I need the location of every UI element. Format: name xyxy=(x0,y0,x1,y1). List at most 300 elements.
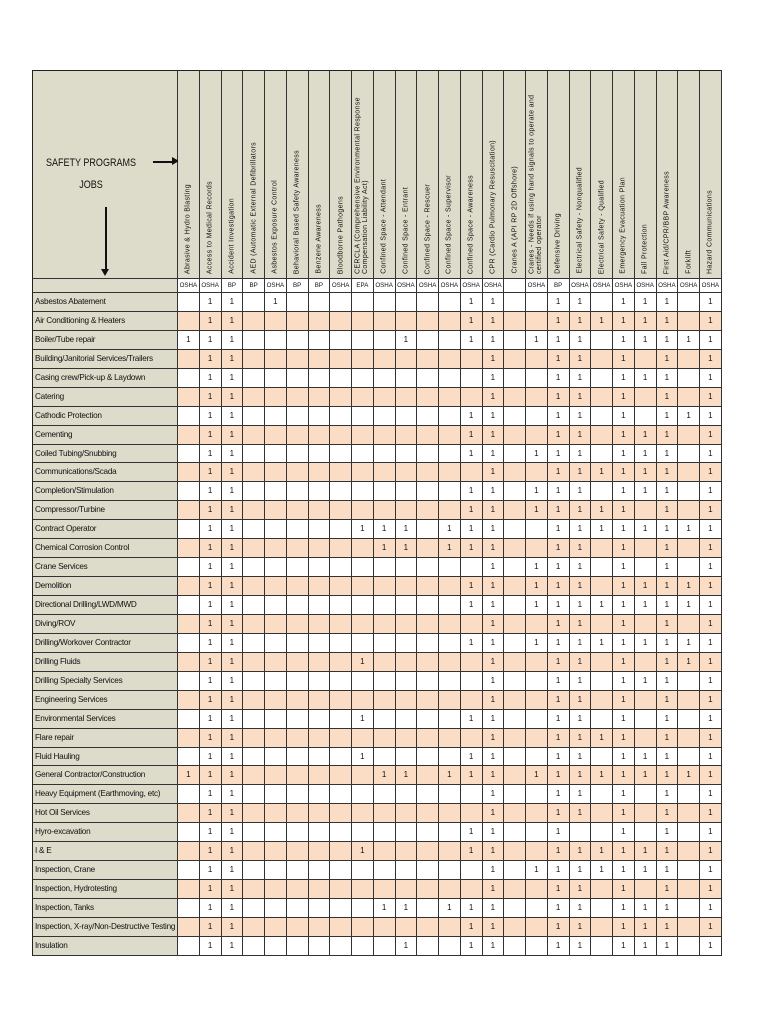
matrix-cell xyxy=(352,634,374,653)
matrix-cell xyxy=(265,407,287,426)
matrix-cell xyxy=(265,804,287,823)
matrix-cell xyxy=(178,691,200,710)
matrix-cell: 1 xyxy=(570,577,592,596)
matrix-cell xyxy=(417,293,439,312)
matrix-cell: 1 xyxy=(483,539,505,558)
job-row-label: Asbestos Abatement xyxy=(32,293,178,312)
matrix-cell: 1 xyxy=(352,520,374,539)
matrix-cell: 1 xyxy=(222,842,244,861)
matrix-cell: 1 xyxy=(548,520,570,539)
matrix-cell xyxy=(330,312,352,331)
matrix-cell xyxy=(243,823,265,842)
matrix-cell xyxy=(287,861,309,880)
job-row-label: General Contractor/Construction xyxy=(32,766,178,785)
matrix-cell: 1 xyxy=(548,691,570,710)
matrix-cell: 1 xyxy=(439,539,461,558)
matrix-cell xyxy=(678,482,700,501)
matrix-cell: 1 xyxy=(222,880,244,899)
matrix-cell xyxy=(243,426,265,445)
matrix-cell xyxy=(309,558,331,577)
matrix-cell xyxy=(396,482,418,501)
matrix-cell xyxy=(635,501,657,520)
matrix-cell xyxy=(374,691,396,710)
matrix-cell xyxy=(417,312,439,331)
matrix-cell xyxy=(526,350,548,369)
matrix-cell xyxy=(178,558,200,577)
matrix-cell xyxy=(287,691,309,710)
matrix-cell xyxy=(265,691,287,710)
matrix-cell xyxy=(178,482,200,501)
matrix-cell xyxy=(374,463,396,482)
matrix-cell xyxy=(591,918,613,937)
matrix-cell xyxy=(330,369,352,388)
matrix-cell xyxy=(330,823,352,842)
matrix-cell: 1 xyxy=(591,520,613,539)
matrix-cell: 1 xyxy=(222,293,244,312)
matrix-cell: 1 xyxy=(613,766,635,785)
matrix-cell xyxy=(461,388,483,407)
matrix-cell xyxy=(417,691,439,710)
matrix-cell: 1 xyxy=(548,785,570,804)
matrix-cell xyxy=(330,899,352,918)
matrix-cell xyxy=(504,804,526,823)
matrix-cell xyxy=(243,842,265,861)
matrix-cell xyxy=(439,615,461,634)
matrix-cell: 1 xyxy=(635,312,657,331)
matrix-cell xyxy=(287,710,309,729)
matrix-cell xyxy=(396,463,418,482)
arrow-down-icon xyxy=(105,207,107,271)
matrix-cell xyxy=(526,615,548,634)
matrix-cell xyxy=(265,331,287,350)
matrix-cell: 1 xyxy=(461,918,483,937)
matrix-cell: 1 xyxy=(222,748,244,767)
matrix-cell xyxy=(178,577,200,596)
matrix-cell: 1 xyxy=(613,918,635,937)
matrix-cell xyxy=(417,672,439,691)
matrix-cell xyxy=(439,577,461,596)
matrix-cell xyxy=(439,729,461,748)
matrix-cell: 1 xyxy=(483,785,505,804)
matrix-cell xyxy=(265,729,287,748)
job-row-label: Environmental Services xyxy=(32,710,178,729)
matrix-cell: 1 xyxy=(483,899,505,918)
job-row-label: Insulation xyxy=(32,937,178,956)
matrix-cell xyxy=(635,615,657,634)
column-header xyxy=(396,70,418,279)
matrix-cell: 1 xyxy=(396,937,418,956)
matrix-cell: 1 xyxy=(548,634,570,653)
column-header-label: Confined Space - Supervisor xyxy=(445,175,453,274)
matrix-cell xyxy=(417,426,439,445)
matrix-cell: 1 xyxy=(700,312,722,331)
matrix-cell: 1 xyxy=(700,615,722,634)
matrix-cell xyxy=(678,748,700,767)
matrix-cell: 1 xyxy=(570,937,592,956)
matrix-cell: 1 xyxy=(461,293,483,312)
matrix-cell xyxy=(287,369,309,388)
safety-programs-title: SAFETY PROGRAMS xyxy=(45,157,137,169)
matrix-cell: 1 xyxy=(222,653,244,672)
matrix-cell xyxy=(417,842,439,861)
job-row-label: Hot Oil Services xyxy=(32,804,178,823)
matrix-cell: 1 xyxy=(613,577,635,596)
matrix-cell: 1 xyxy=(591,596,613,615)
matrix-cell: 1 xyxy=(613,331,635,350)
matrix-cell xyxy=(265,653,287,672)
matrix-cell xyxy=(504,861,526,880)
matrix-cell: 1 xyxy=(678,634,700,653)
matrix-cell: 1 xyxy=(548,350,570,369)
matrix-cell xyxy=(178,729,200,748)
matrix-cell xyxy=(374,748,396,767)
matrix-cell xyxy=(330,634,352,653)
matrix-cell xyxy=(591,331,613,350)
matrix-cell xyxy=(526,426,548,445)
matrix-cell xyxy=(374,501,396,520)
matrix-cell: 1 xyxy=(613,653,635,672)
matrix-cell: 1 xyxy=(548,842,570,861)
matrix-cell xyxy=(309,729,331,748)
column-header xyxy=(374,70,396,279)
matrix-cell xyxy=(330,766,352,785)
matrix-cell xyxy=(417,445,439,464)
matrix-cell: 1 xyxy=(657,672,679,691)
matrix-cell xyxy=(678,369,700,388)
matrix-cell xyxy=(265,312,287,331)
matrix-cell xyxy=(417,729,439,748)
matrix-cell xyxy=(461,463,483,482)
matrix-cell: 1 xyxy=(483,710,505,729)
matrix-cell: 1 xyxy=(591,634,613,653)
matrix-cell: 1 xyxy=(570,312,592,331)
matrix-cell: 1 xyxy=(570,293,592,312)
matrix-cell xyxy=(352,388,374,407)
matrix-cell xyxy=(504,766,526,785)
matrix-cell xyxy=(374,861,396,880)
matrix-cell: 1 xyxy=(461,407,483,426)
matrix-cell xyxy=(309,842,331,861)
matrix-cell xyxy=(439,653,461,672)
matrix-cell: 1 xyxy=(200,691,222,710)
matrix-cell: 1 xyxy=(222,445,244,464)
matrix-cell xyxy=(352,861,374,880)
matrix-cell: 1 xyxy=(461,596,483,615)
matrix-cell xyxy=(439,880,461,899)
matrix-cell xyxy=(352,501,374,520)
matrix-cell xyxy=(678,918,700,937)
matrix-cell xyxy=(439,312,461,331)
matrix-cell xyxy=(330,388,352,407)
matrix-cell: 1 xyxy=(200,918,222,937)
matrix-cell xyxy=(178,407,200,426)
matrix-cell xyxy=(178,596,200,615)
column-header-label: Hazard Communications xyxy=(706,190,714,274)
matrix-cell xyxy=(330,710,352,729)
matrix-cell xyxy=(330,426,352,445)
column-header-label: Benzene Awareness xyxy=(315,204,323,274)
matrix-cell: 1 xyxy=(613,293,635,312)
matrix-cell xyxy=(374,407,396,426)
matrix-cell xyxy=(243,331,265,350)
matrix-cell xyxy=(461,861,483,880)
matrix-cell xyxy=(526,388,548,407)
column-header-label: Confined Space - Awareness xyxy=(467,174,475,274)
matrix-cell xyxy=(417,331,439,350)
column-header xyxy=(178,70,200,279)
matrix-cell: 1 xyxy=(461,426,483,445)
job-row-label: Flare repair xyxy=(32,729,178,748)
matrix-cell: 1 xyxy=(200,861,222,880)
matrix-cell: 1 xyxy=(396,766,418,785)
matrix-cell xyxy=(504,426,526,445)
matrix-corner-header xyxy=(32,70,178,279)
matrix-cell xyxy=(352,293,374,312)
matrix-cell xyxy=(526,823,548,842)
matrix-cell xyxy=(330,918,352,937)
agency-label: OSHA xyxy=(591,279,613,293)
matrix-cell xyxy=(439,842,461,861)
matrix-cell: 1 xyxy=(200,331,222,350)
matrix-cell: 1 xyxy=(657,312,679,331)
matrix-cell xyxy=(309,445,331,464)
matrix-cell: 1 xyxy=(570,785,592,804)
matrix-cell xyxy=(287,804,309,823)
matrix-cell: 1 xyxy=(526,501,548,520)
matrix-cell xyxy=(265,842,287,861)
matrix-cell: 1 xyxy=(200,369,222,388)
matrix-cell: 1 xyxy=(591,463,613,482)
matrix-cell xyxy=(352,577,374,596)
matrix-cell: 1 xyxy=(678,331,700,350)
matrix-cell: 1 xyxy=(178,331,200,350)
matrix-cell: 1 xyxy=(548,861,570,880)
matrix-cell: 1 xyxy=(461,539,483,558)
matrix-cell xyxy=(330,558,352,577)
matrix-cell: 1 xyxy=(613,539,635,558)
matrix-cell xyxy=(591,899,613,918)
matrix-cell xyxy=(417,748,439,767)
matrix-cell xyxy=(243,615,265,634)
matrix-cell xyxy=(396,691,418,710)
matrix-cell xyxy=(396,918,418,937)
matrix-cell xyxy=(396,748,418,767)
matrix-cell xyxy=(439,350,461,369)
matrix-cell: 1 xyxy=(200,596,222,615)
matrix-cell: 1 xyxy=(570,426,592,445)
matrix-cell xyxy=(352,804,374,823)
matrix-cell xyxy=(309,369,331,388)
column-header-label: Confined Space - Rescuer xyxy=(423,183,431,274)
matrix-cell xyxy=(330,729,352,748)
matrix-cell xyxy=(504,672,526,691)
matrix-cell xyxy=(287,577,309,596)
matrix-cell: 1 xyxy=(200,312,222,331)
matrix-cell xyxy=(461,350,483,369)
matrix-cell: 1 xyxy=(483,691,505,710)
matrix-cell xyxy=(591,445,613,464)
matrix-cell xyxy=(178,653,200,672)
matrix-cell: 1 xyxy=(591,766,613,785)
matrix-cell xyxy=(352,937,374,956)
matrix-cell xyxy=(461,558,483,577)
matrix-cell xyxy=(309,823,331,842)
matrix-cell xyxy=(526,312,548,331)
matrix-cell xyxy=(287,653,309,672)
matrix-cell xyxy=(330,861,352,880)
matrix-cell xyxy=(417,899,439,918)
matrix-cell: 1 xyxy=(591,312,613,331)
safety-matrix-table xyxy=(32,70,722,952)
matrix-cell xyxy=(352,482,374,501)
matrix-cell xyxy=(309,880,331,899)
matrix-cell: 1 xyxy=(374,539,396,558)
matrix-cell xyxy=(265,861,287,880)
matrix-cell xyxy=(439,861,461,880)
matrix-cell xyxy=(396,615,418,634)
agency-label: OSHA xyxy=(570,279,592,293)
matrix-cell: 1 xyxy=(613,842,635,861)
matrix-cell: 1 xyxy=(700,729,722,748)
matrix-cell xyxy=(396,577,418,596)
matrix-cell: 1 xyxy=(613,672,635,691)
matrix-cell: 1 xyxy=(613,691,635,710)
column-header-label: Defensive Driving xyxy=(554,213,562,274)
matrix-cell xyxy=(461,369,483,388)
matrix-cell xyxy=(678,463,700,482)
matrix-cell xyxy=(417,596,439,615)
matrix-cell: 1 xyxy=(657,445,679,464)
matrix-cell xyxy=(635,539,657,558)
matrix-cell xyxy=(396,501,418,520)
matrix-cell xyxy=(374,653,396,672)
matrix-cell: 1 xyxy=(700,937,722,956)
matrix-cell: 1 xyxy=(200,634,222,653)
matrix-cell xyxy=(417,407,439,426)
matrix-cell: 1 xyxy=(548,653,570,672)
job-row-label: Drilling Fluids xyxy=(32,653,178,672)
matrix-cell: 1 xyxy=(483,861,505,880)
matrix-cell: 1 xyxy=(613,482,635,501)
matrix-cell xyxy=(417,634,439,653)
matrix-cell xyxy=(504,880,526,899)
matrix-cell xyxy=(591,653,613,672)
matrix-cell xyxy=(396,653,418,672)
matrix-cell xyxy=(439,785,461,804)
matrix-cell xyxy=(287,463,309,482)
matrix-cell: 1 xyxy=(396,331,418,350)
matrix-cell: 1 xyxy=(483,823,505,842)
matrix-cell xyxy=(243,539,265,558)
matrix-cell: 1 xyxy=(570,331,592,350)
matrix-cell xyxy=(678,350,700,369)
matrix-cell: 1 xyxy=(570,691,592,710)
matrix-cell xyxy=(352,426,374,445)
matrix-cell: 1 xyxy=(548,558,570,577)
matrix-cell xyxy=(287,293,309,312)
column-header-label: CPR (Cardio Pulmonary Resuscitation) xyxy=(489,140,497,274)
matrix-cell xyxy=(417,558,439,577)
matrix-cell: 1 xyxy=(700,426,722,445)
column-header xyxy=(417,70,439,279)
column-header-label: Bloodborne Pathogens xyxy=(336,195,344,274)
matrix-cell: 1 xyxy=(461,577,483,596)
job-row-label: Hyro-excavation xyxy=(32,823,178,842)
matrix-cell: 1 xyxy=(548,577,570,596)
matrix-cell: 1 xyxy=(700,501,722,520)
matrix-cell xyxy=(330,804,352,823)
matrix-cell xyxy=(461,653,483,672)
matrix-cell xyxy=(330,331,352,350)
matrix-cell: 1 xyxy=(461,842,483,861)
matrix-cell: 1 xyxy=(570,672,592,691)
matrix-cell: 1 xyxy=(548,539,570,558)
matrix-cell xyxy=(265,539,287,558)
column-header-label: Asbestos Exposure Control xyxy=(271,180,279,274)
arrow-right-icon xyxy=(153,161,175,163)
matrix-cell: 1 xyxy=(657,861,679,880)
matrix-cell xyxy=(330,672,352,691)
matrix-cell xyxy=(678,937,700,956)
matrix-cell xyxy=(396,350,418,369)
matrix-cell xyxy=(374,672,396,691)
job-row-label: Diving/ROV xyxy=(32,615,178,634)
matrix-cell: 1 xyxy=(461,634,483,653)
matrix-cell xyxy=(309,596,331,615)
matrix-cell: 1 xyxy=(396,539,418,558)
matrix-cell: 1 xyxy=(548,937,570,956)
matrix-cell xyxy=(396,407,418,426)
matrix-cell: 1 xyxy=(439,766,461,785)
matrix-cell: 1 xyxy=(374,520,396,539)
matrix-cell: 1 xyxy=(461,823,483,842)
matrix-cell xyxy=(243,804,265,823)
matrix-cell xyxy=(330,577,352,596)
matrix-cell: 1 xyxy=(700,539,722,558)
column-header xyxy=(613,70,635,279)
agency-label xyxy=(504,279,526,293)
matrix-cell xyxy=(287,729,309,748)
column-header-label: CERCLA (Comprehensive Environmental Response Compensation Liability Act) xyxy=(355,97,370,274)
matrix-cell xyxy=(352,445,374,464)
matrix-cell xyxy=(287,350,309,369)
matrix-cell: 1 xyxy=(200,520,222,539)
matrix-cell xyxy=(287,482,309,501)
matrix-cell: 1 xyxy=(200,426,222,445)
matrix-cell xyxy=(396,861,418,880)
matrix-cell xyxy=(635,880,657,899)
matrix-cell xyxy=(439,463,461,482)
matrix-cell: 1 xyxy=(635,445,657,464)
matrix-cell: 1 xyxy=(200,463,222,482)
column-header-label: Emergency Evacuation Plan xyxy=(619,177,627,274)
matrix-cell xyxy=(504,501,526,520)
matrix-cell: 1 xyxy=(657,369,679,388)
matrix-cell xyxy=(265,710,287,729)
matrix-cell xyxy=(417,501,439,520)
matrix-cell: 1 xyxy=(657,520,679,539)
matrix-cell xyxy=(504,558,526,577)
matrix-cell xyxy=(243,520,265,539)
matrix-cell xyxy=(330,350,352,369)
matrix-cell xyxy=(330,880,352,899)
matrix-cell xyxy=(570,823,592,842)
matrix-cell xyxy=(526,463,548,482)
matrix-cell xyxy=(374,804,396,823)
matrix-cell: 1 xyxy=(700,577,722,596)
matrix-cell xyxy=(396,729,418,748)
matrix-cell: 1 xyxy=(222,463,244,482)
